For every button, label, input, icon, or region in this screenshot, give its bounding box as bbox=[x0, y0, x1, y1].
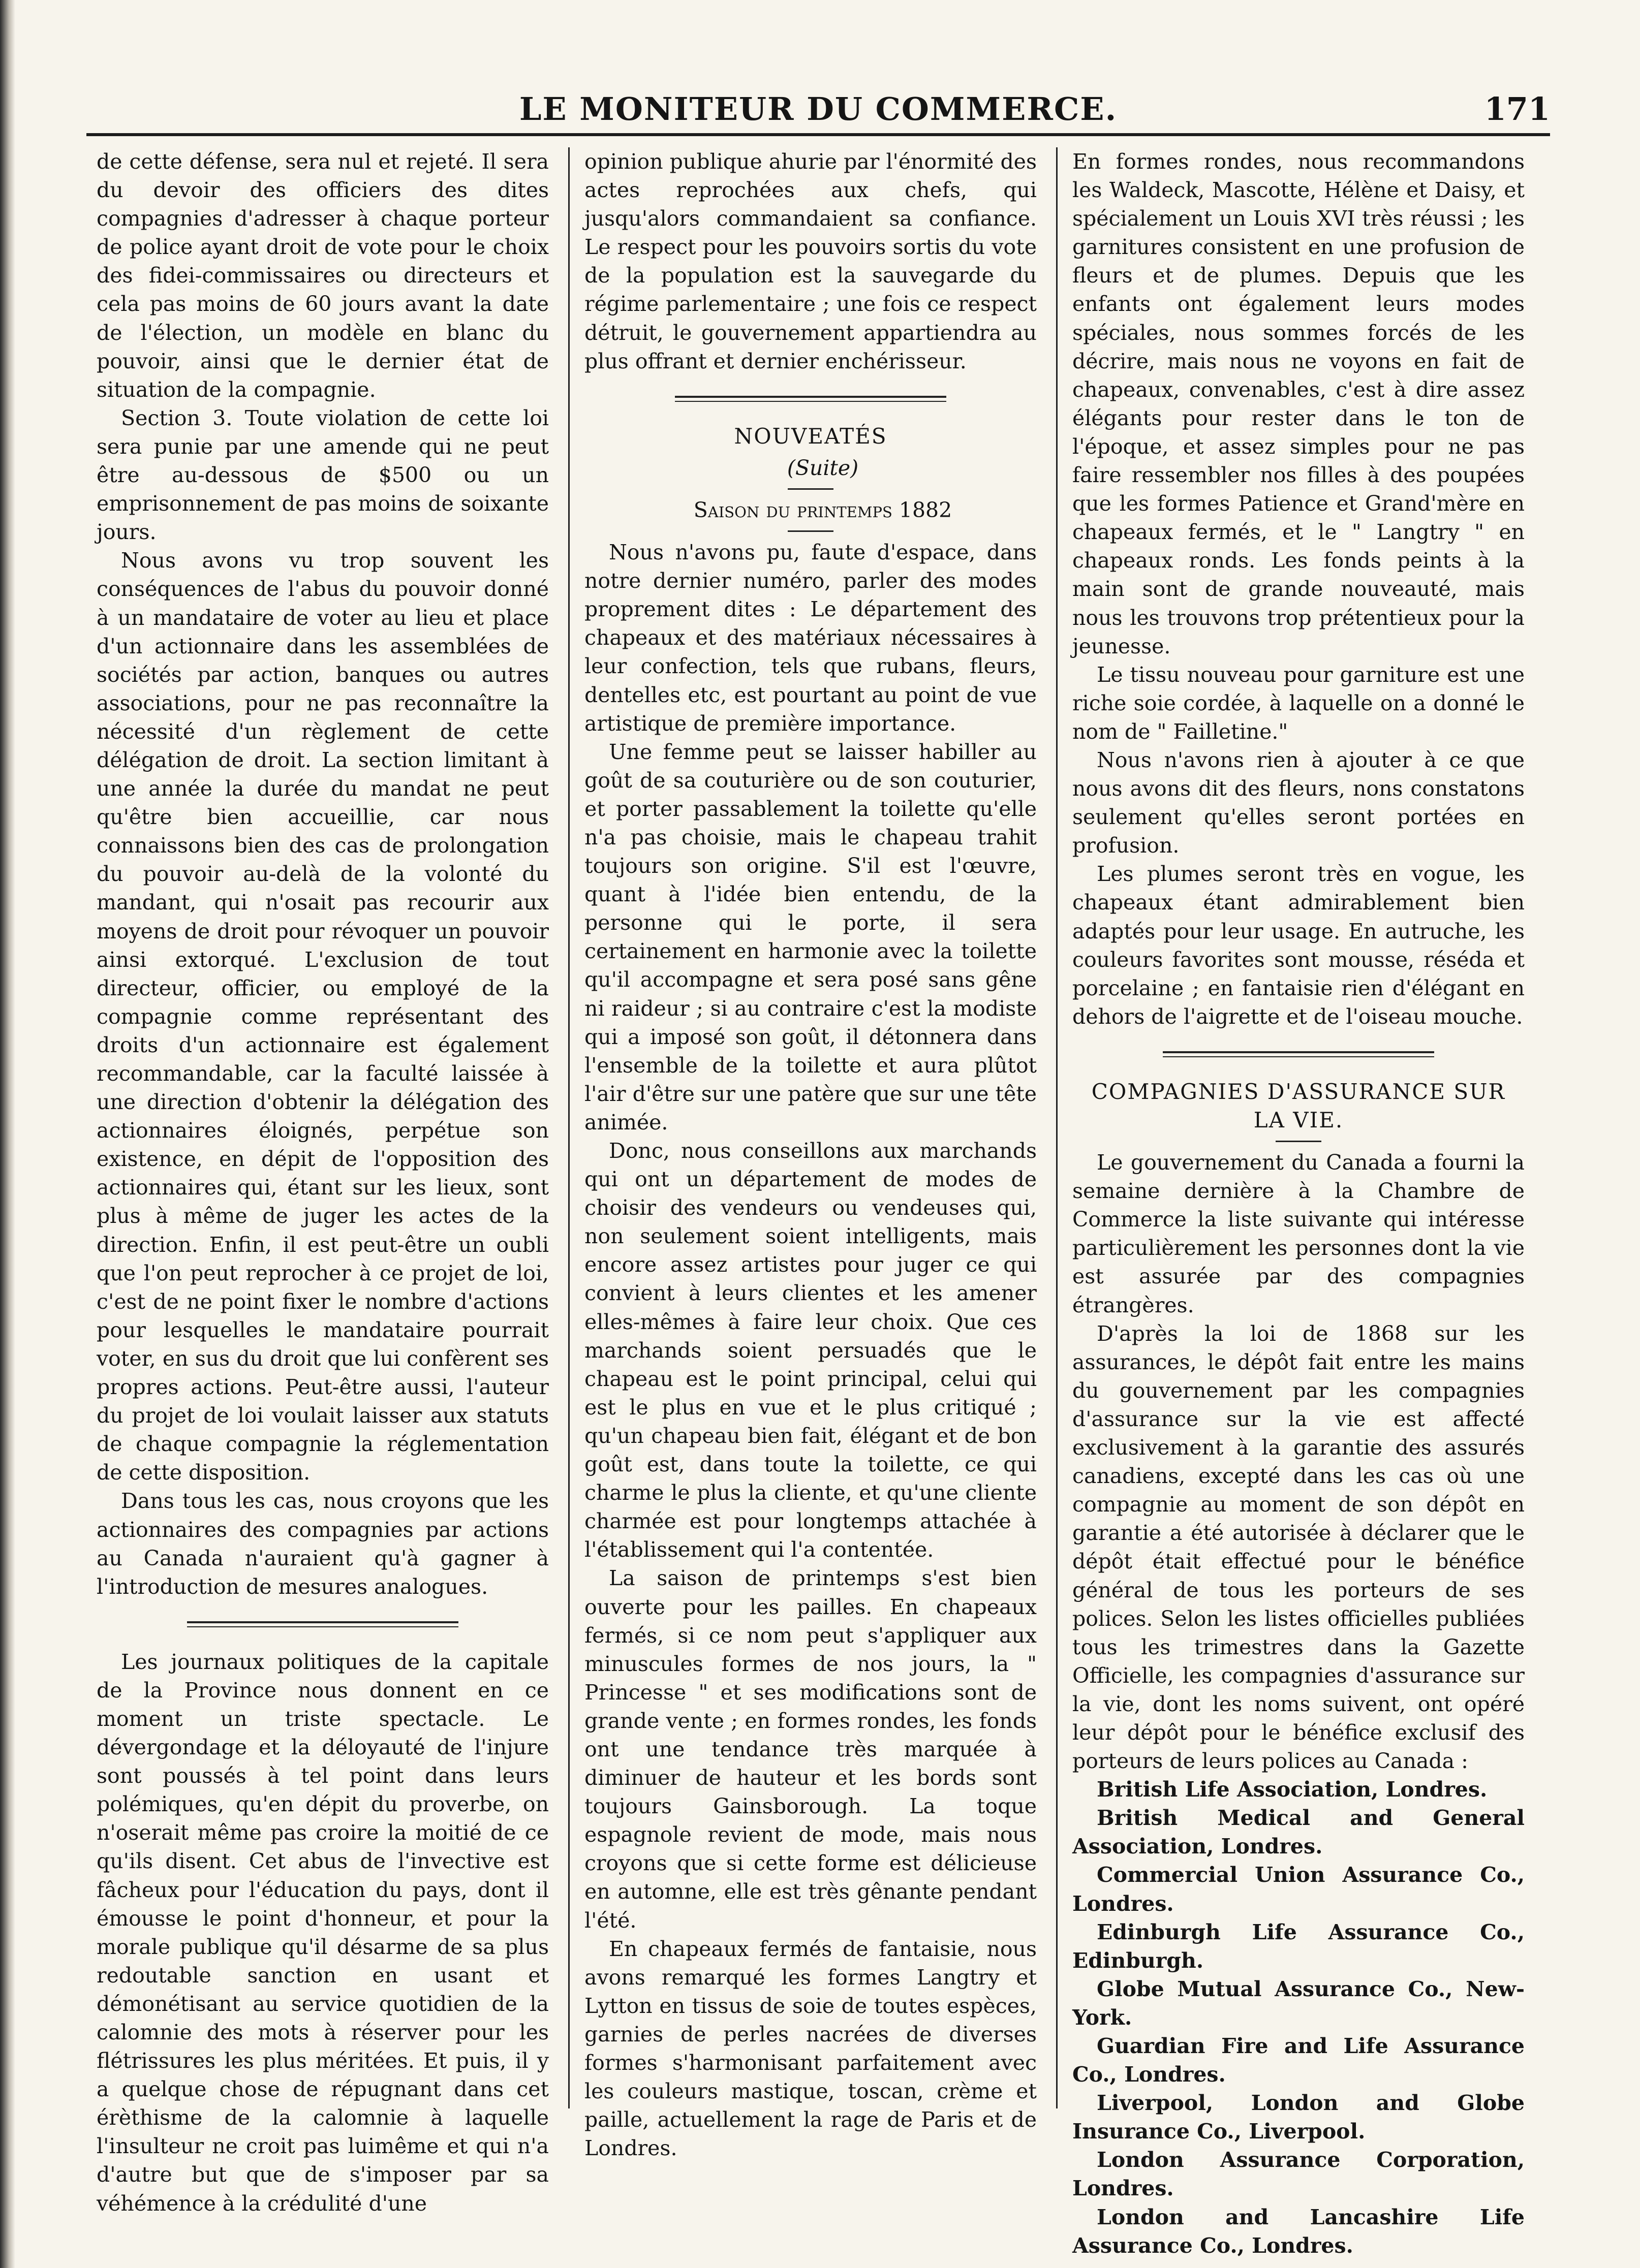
short-rule bbox=[788, 488, 833, 490]
header-rule bbox=[86, 133, 1550, 136]
section-title-assurance: COMPAGNIES D'ASSURANCE SUR LA VIE. bbox=[1091, 1079, 1506, 1132]
paragraph: En chapeaux fermés de fantaisie, nous avons remarqué les formes Langtry et Lytton en tissus de soie de toutes espèces, garnies de perles nacrées de diverses formes s'harmonisant parfaitement avec les couleurs mastique, toscan, crème et paille, actuellement la rage de Paris et de Londres. bbox=[584, 1936, 1037, 2161]
paragraph: Dans tous les cas, nous croyons que les actionnaires des compagnies par actions au Canada n'auraient qu'à gagner à l'introduction de mesures analogues. bbox=[97, 1489, 549, 1599]
company-entry: Guardian Fire and Life Assurance Co., Londres. bbox=[1072, 2034, 1525, 2087]
paragraph: Nous n'avons rien à ajouter à ce que nous avons dit des fleurs, nons constatons seulement qu'elles seront portées en profusion. bbox=[1072, 747, 1525, 858]
paragraph: Le gouvernement du Canada a fourni la semaine dernière à la Chambre de Commerce la liste suivante qui intéresse particulièrement les personnes dont la vie est assurée par des compagnies étrangères. bbox=[1072, 1150, 1525, 1317]
short-rule bbox=[1276, 1141, 1321, 1142]
company-entry: Globe Mutual Assurance Co., New-York. bbox=[1072, 1976, 1525, 2030]
paragraph: Section 3. Toute violation de cette loi sera punie par une amende qui ne peut être au-dessous de $500 ou un emprisonnement de pas moins de soixante jours. bbox=[97, 405, 549, 545]
column-2 bbox=[584, 147, 1037, 2162]
company-entry: Commercial Union Assurance Co., Londres. bbox=[1072, 1863, 1525, 1916]
section-subtitle: (Suite) bbox=[787, 455, 859, 480]
company-entry: Liverpool, London and Globe Insurance Co., Liverpool. bbox=[1072, 2091, 1525, 2144]
section-season: Saison du printemps 1882 bbox=[693, 497, 952, 522]
paragraph: La saison de printemps s'est bien ouverte pour les pailles. En chapeaux fermés, si ce nom peut s'appliquer aux minuscules formes de nos jours, la " Princesse " et ses modifications sont de grande vente ; en formes rondes, les fonds ont une tendance très marquée à diminuer de hauteur et les bords sont toujours Gainsborough. La toque espagnole revient de mode, mais nous croyons que si cette forme est délicieuse en automne, elle est très gênante pendant l'été. bbox=[584, 1566, 1037, 1933]
paragraph: de cette défense, sera nul et rejeté. Il sera du devoir des officiers des dites compagnies d'adresser à chaque porteur de police ayant droit de vote pour le choix des fidei-commissaires ou directeurs et cela pas moins de 60 jours avant la date de l'élection, un modèle en blanc du pouvoir, ainsi que le dernier état de situation de la compagnie. bbox=[97, 149, 549, 402]
paragraph: D'après la loi de 1868 sur les assurances, le dépôt fait entre les mains du gouvernement par les compagnies d'assurance sur la vie est affecté exclusivement à la garantie des assurés canadiens, excepté dans les cas où une compagnie au moment de son dépôt en garantie a été autorisée à déclarer que le dépôt était effectué pour le bénéfice général de tous les porteurs de ses polices. Selon les listes officielles publiées tous les trimestres dans la Gazette Officielle, les compagnies d'assurance sur la vie, dont les noms suivent, ont opéré leur dépôt pour le bénéfice exclusif des porteurs de leurs polices au Canada : bbox=[1072, 1321, 1525, 1774]
company-entry: British Medical and General Association, Londres. bbox=[1072, 1806, 1525, 1859]
short-rule bbox=[788, 530, 833, 532]
running-title: LE MONITEUR DU COMMERCE. bbox=[519, 90, 1118, 128]
paragraph: Donc, nous conseillons aux marchands qui ont un département de modes de choisir des vendeurs ou vendeuses qui, non seulement soient intelligents, mais encore assez artistes pour juger ce qui convient à leurs clientes et les amener elles-mêmes à faire leur choix. Que ces marchands soient persuadés que le chapeau est le point principal, celui qui est le plus en vue et le plus critiqué ; qu'un chapeau bien fait, élégant et de bon goût est, dans toute la toilette, ce qui charme le plus la cliente, et qu'une cliente charmée est pour longtemps attachée à l'établissement qui l'a contentée. bbox=[584, 1139, 1037, 1562]
column-3 bbox=[1072, 147, 1525, 2260]
section-separator bbox=[675, 396, 946, 402]
paragraph: Nous n'avons pu, faute d'espace, dans notre dernier numéro, parler des modes proprement dites : Le département des chapeaux et des matériaux nécessaires à leur confection, tels que rubans, fleurs, dentelles etc, est pourtant au point de vue artistique de première importance. bbox=[584, 540, 1037, 736]
company-entry: Edinburgh Life Assurance Co., Edinburgh. bbox=[1072, 1919, 1525, 1973]
paragraph: En formes rondes, nous recommandons les Waldeck, Mascotte, Hélène et Daisy, et spécialement un Louis XVI très réussi ; les garnitures consistent en une profusion de fleurs et de plumes. Depuis que les enfants ont également leurs modes spéciales, nous sommes forcés de les décrire, mais nous ne voyons en fait de chapeaux, convenables, c'est à dire assez élégants pour rester dans le ton de l'époque, et assez simples pour ne pas faire ressembler nos filles à des poupées que les formes Patience et Grand'mère en chapeaux fermés, et le " Langtry " en chapeaux ronds. Les fonds peints à la main sont de grande nouveauté, mais nous les trouvons trop prétentieux pour la jeunesse. bbox=[1072, 149, 1525, 658]
paragraph: opinion publique ahurie par l'énormité des actes reprochées aux chefs, qui jusqu'alors commandaient sa confiance. Le respect pour les pouvoirs sortis du vote de la population est la sauvegarde du régime parlementaire ; une fois ce respect détruit, le gouvernement appartiendra au plus offrant et dernier enchérisseur. bbox=[584, 149, 1037, 373]
paragraph: Une femme peut se laisser habiller au goût de sa couturière ou de son couturier, et porter passablement la toilette qu'elle n'a pas choisie, mais le chapeau trahit toujours son origine. S'il est l'œuvre, quant à l'idée bien entendu, de la personne qui le porte, il sera certainement en harmonie avec la toilette qu'il accompagne et sera posé sans gêne ni raideur ; si au contraire c'est la modiste qui a imposé son goût, il détonnera dans l'ensemble de la toilette et aura plûtot l'air d'être sur une patère que sur une tête animée. bbox=[584, 739, 1037, 1135]
paragraph: Les journaux politiques de la capitale de la Province nous donnent en ce moment un triste spectacle. Le dévergondage et la déloyauté de l'injure sont poussés à tel point dans leurs polémiques, qu'en dépit du proverbe, on n'oserait même pas croire la moitié de ce qu'ils disent. Cet abus de l'invective est fâcheux pour l'éducation du pays, dont il émousse le point d'honneur, et pour la morale publique qu'il désarme de sa plus redoutable sanction en usant et démonétisant au service quotidien de la calomnie des mots à réserver pour les flétrissures les plus méritées. Et puis, il y a quelque chose de répugnant dans cet érèthisme de la calomnie à laquelle l'insulteur ne croit pas luimême et qui n'a d'autre but que de s'imposer par sa véhémence à la crédulité d'une bbox=[97, 1649, 549, 2216]
company-entry: British Life Association, Londres. bbox=[1097, 1777, 1488, 1802]
section-separator bbox=[187, 1621, 458, 1627]
section-title-nouveautes: NOUVEATÉS bbox=[734, 423, 887, 449]
column-divider bbox=[1056, 147, 1058, 2108]
page-header bbox=[86, 86, 1550, 142]
company-entry: London Assurance Corporation, Londres. bbox=[1072, 2148, 1525, 2201]
page-number: 171 bbox=[1484, 90, 1550, 128]
section-separator bbox=[1163, 1051, 1434, 1057]
column-divider bbox=[568, 147, 570, 2108]
page-edge-shadow bbox=[0, 0, 15, 2268]
paragraph: Le tissu nouveau pour garniture est une riche soie cordée, à laquelle on a donné le nom de " Failletine." bbox=[1072, 662, 1525, 744]
paragraph: Nous avons vu trop souvent les conséquences de l'abus du pouvoir donné à un mandataire de voter au lieu et place d'un actionnaire dans les assemblées de sociétés par action, banques ou autres associations, pour ne pas reconnaître la nécessité d'un règlement de cette délégation de droit. La section limitant à une année la durée du mandat ne peut qu'être bien accueillie, car nous connaissons bien des cas de prolongation du pouvoir au-delà de la volonté du mandant, qui n'osait pas recourir aux moyens de droit pour révoquer un pouvoir ainsi extorqué. L'exclusion de tout directeur, officier, ou employé de la compagnie comme représentant des droits d'un actionnaire est également recommandable, car la faculté laissée à une direction d'obtenir la délégation des actionnaires éloignés, perpétue son existence, en dépit de l'opposition des actionnaires qui, étant sur les lieux, sont plus à même de juger les actes de la direction. Enfin, il est peut-être un oubli que l'on peut reprocher à ce projet de loi, c'est de ne point fixer le nombre d'actions pour lesquelles le mandataire pourrait voter, en sus du droit que lui confèrent ses propres actions. Peut-être aussi, l'auteur du projet de loi voulait laisser aux statuts de chaque compagnie la réglementation de cette disposition. bbox=[97, 548, 549, 1485]
paragraph: Les plumes seront très en vogue, les chapeaux étant admirablement bien adaptés pour leur usage. En autruche, les couleurs favorites sont mousse, réséda et porcelaine ; en fantaisie rien d'élégant en dehors de l'aigrette et de l'oiseau mouche. bbox=[1072, 862, 1525, 1029]
column-1 bbox=[97, 147, 549, 2218]
company-entry: London and Lancashire Life Assurance Co., Londres. bbox=[1072, 2204, 1525, 2258]
